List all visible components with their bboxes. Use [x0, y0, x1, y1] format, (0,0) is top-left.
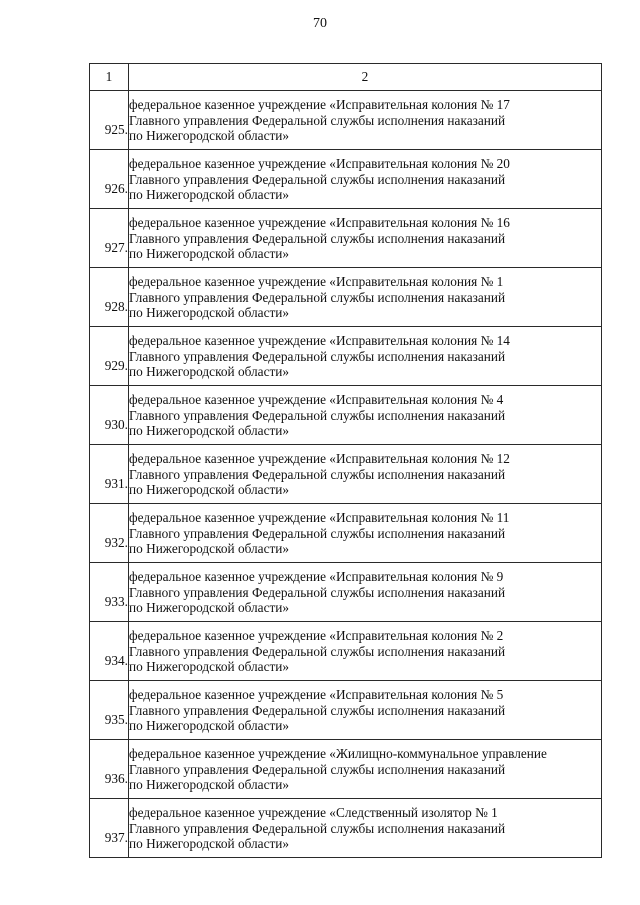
row-number: 925. — [90, 91, 129, 150]
institution-name — [129, 209, 602, 268]
institution-name-line: по Нижегородской области» — [129, 777, 290, 793]
row-number: 936. — [90, 740, 129, 799]
institution-name-line: Главного управления Федеральной службы исполнения наказаний — [129, 289, 506, 305]
table-row — [90, 622, 602, 681]
row-number: 928. — [90, 268, 129, 327]
institution-name-line: федеральное казенное учреждение «Исправительная колония № 12 — [129, 451, 510, 466]
table-row — [90, 740, 602, 799]
institution-name-line: федеральное казенное учреждение «Исправительная колония № 1 — [129, 274, 504, 289]
institution-name-line: по Нижегородской области» — [129, 600, 290, 616]
table-row — [90, 504, 602, 563]
institution-name-line: Главного управления Федеральной службы исполнения наказаний — [129, 466, 506, 482]
row-number: 930. — [90, 386, 129, 445]
table-row — [90, 681, 602, 740]
institution-name-line: по Нижегородской области» — [129, 246, 290, 262]
table-row — [90, 327, 602, 386]
institution-name — [129, 681, 602, 740]
institution-name-line: Главного управления Федеральной службы исполнения наказаний — [129, 820, 506, 836]
institution-name — [129, 504, 602, 563]
institution-name-line: по Нижегородской области» — [129, 423, 290, 439]
registry-table — [89, 63, 602, 858]
institution-name — [129, 150, 602, 209]
institution-name-line: Главного управления Федеральной службы исполнения наказаний — [129, 525, 506, 541]
institution-name-line: федеральное казенное учреждение «Следственный изолятор № 1 — [129, 805, 498, 820]
table-row — [90, 268, 602, 327]
institution-name-line: по Нижегородской области» — [129, 718, 290, 734]
row-number: 937. — [90, 799, 129, 858]
institution-name-line: по Нижегородской области» — [129, 541, 290, 557]
row-number: 932. — [90, 504, 129, 563]
institution-name — [129, 386, 602, 445]
institution-name-line: Главного управления Федеральной службы исполнения наказаний — [129, 171, 506, 187]
table-row — [90, 150, 602, 209]
table-row — [90, 91, 602, 150]
institution-name — [129, 799, 602, 858]
institution-name — [129, 563, 602, 622]
page-number: 70 — [313, 16, 327, 31]
institution-name-line: по Нижегородской области» — [129, 128, 290, 144]
institution-name-line: Главного управления Федеральной службы исполнения наказаний — [129, 584, 506, 600]
table-row — [90, 209, 602, 268]
institution-name-line: федеральное казенное учреждение «Исправительная колония № 2 — [129, 628, 504, 643]
row-number: 935. — [90, 681, 129, 740]
institution-name-line: федеральное казенное учреждение «Исправительная колония № 4 — [129, 392, 504, 407]
row-number: 929. — [90, 327, 129, 386]
institution-name-line: по Нижегородской области» — [129, 659, 290, 675]
institution-name-line: Главного управления Федеральной службы исполнения наказаний — [129, 702, 506, 718]
row-number: 931. — [90, 445, 129, 504]
table-row — [90, 445, 602, 504]
row-number: 926. — [90, 150, 129, 209]
table-row — [90, 799, 602, 858]
column-header-number: 1 — [90, 64, 129, 91]
institution-name-line: по Нижегородской области» — [129, 305, 290, 321]
institution-name-line: Главного управления Федеральной службы исполнения наказаний — [129, 407, 506, 423]
institution-name-line: Главного управления Федеральной службы исполнения наказаний — [129, 761, 506, 777]
institution-name — [129, 268, 602, 327]
institution-name-line: федеральное казенное учреждение «Исправительная колония № 20 — [129, 156, 510, 171]
institution-name-line: Главного управления Федеральной службы исполнения наказаний — [129, 348, 506, 364]
row-number: 933. — [90, 563, 129, 622]
row-number: 927. — [90, 209, 129, 268]
institution-name — [129, 740, 602, 799]
table-header-row — [90, 64, 602, 91]
institution-name-line: федеральное казенное учреждение «Жилищно-коммунальное управление — [129, 746, 547, 761]
row-number: 934. — [90, 622, 129, 681]
institution-name — [129, 327, 602, 386]
table-row — [90, 386, 602, 445]
institution-name-line: по Нижегородской области» — [129, 187, 290, 203]
institution-name — [129, 445, 602, 504]
institution-name-line: Главного управления Федеральной службы исполнения наказаний — [129, 112, 506, 128]
institution-name-line: по Нижегородской области» — [129, 836, 290, 852]
institution-name-line: федеральное казенное учреждение «Исправительная колония № 5 — [129, 687, 504, 702]
institution-name-line: по Нижегородской области» — [129, 364, 290, 380]
institution-name-line: по Нижегородской области» — [129, 482, 290, 498]
institution-name-line: Главного управления Федеральной службы исполнения наказаний — [129, 643, 506, 659]
institution-name — [129, 91, 602, 150]
institution-name-line: федеральное казенное учреждение «Исправительная колония № 9 — [129, 569, 504, 584]
table-row — [90, 563, 602, 622]
table-body — [90, 64, 602, 858]
institution-name-line: федеральное казенное учреждение «Исправительная колония № 17 — [129, 97, 510, 112]
column-header-name: 2 — [129, 64, 602, 91]
institution-name — [129, 622, 602, 681]
institution-name-line: федеральное казенное учреждение «Исправительная колония № 16 — [129, 215, 510, 230]
institution-name-line: федеральное казенное учреждение «Исправительная колония № 14 — [129, 333, 510, 348]
institution-name-line: федеральное казенное учреждение «Исправительная колония № 11 — [129, 510, 510, 525]
institution-name-line: Главного управления Федеральной службы исполнения наказаний — [129, 230, 506, 246]
